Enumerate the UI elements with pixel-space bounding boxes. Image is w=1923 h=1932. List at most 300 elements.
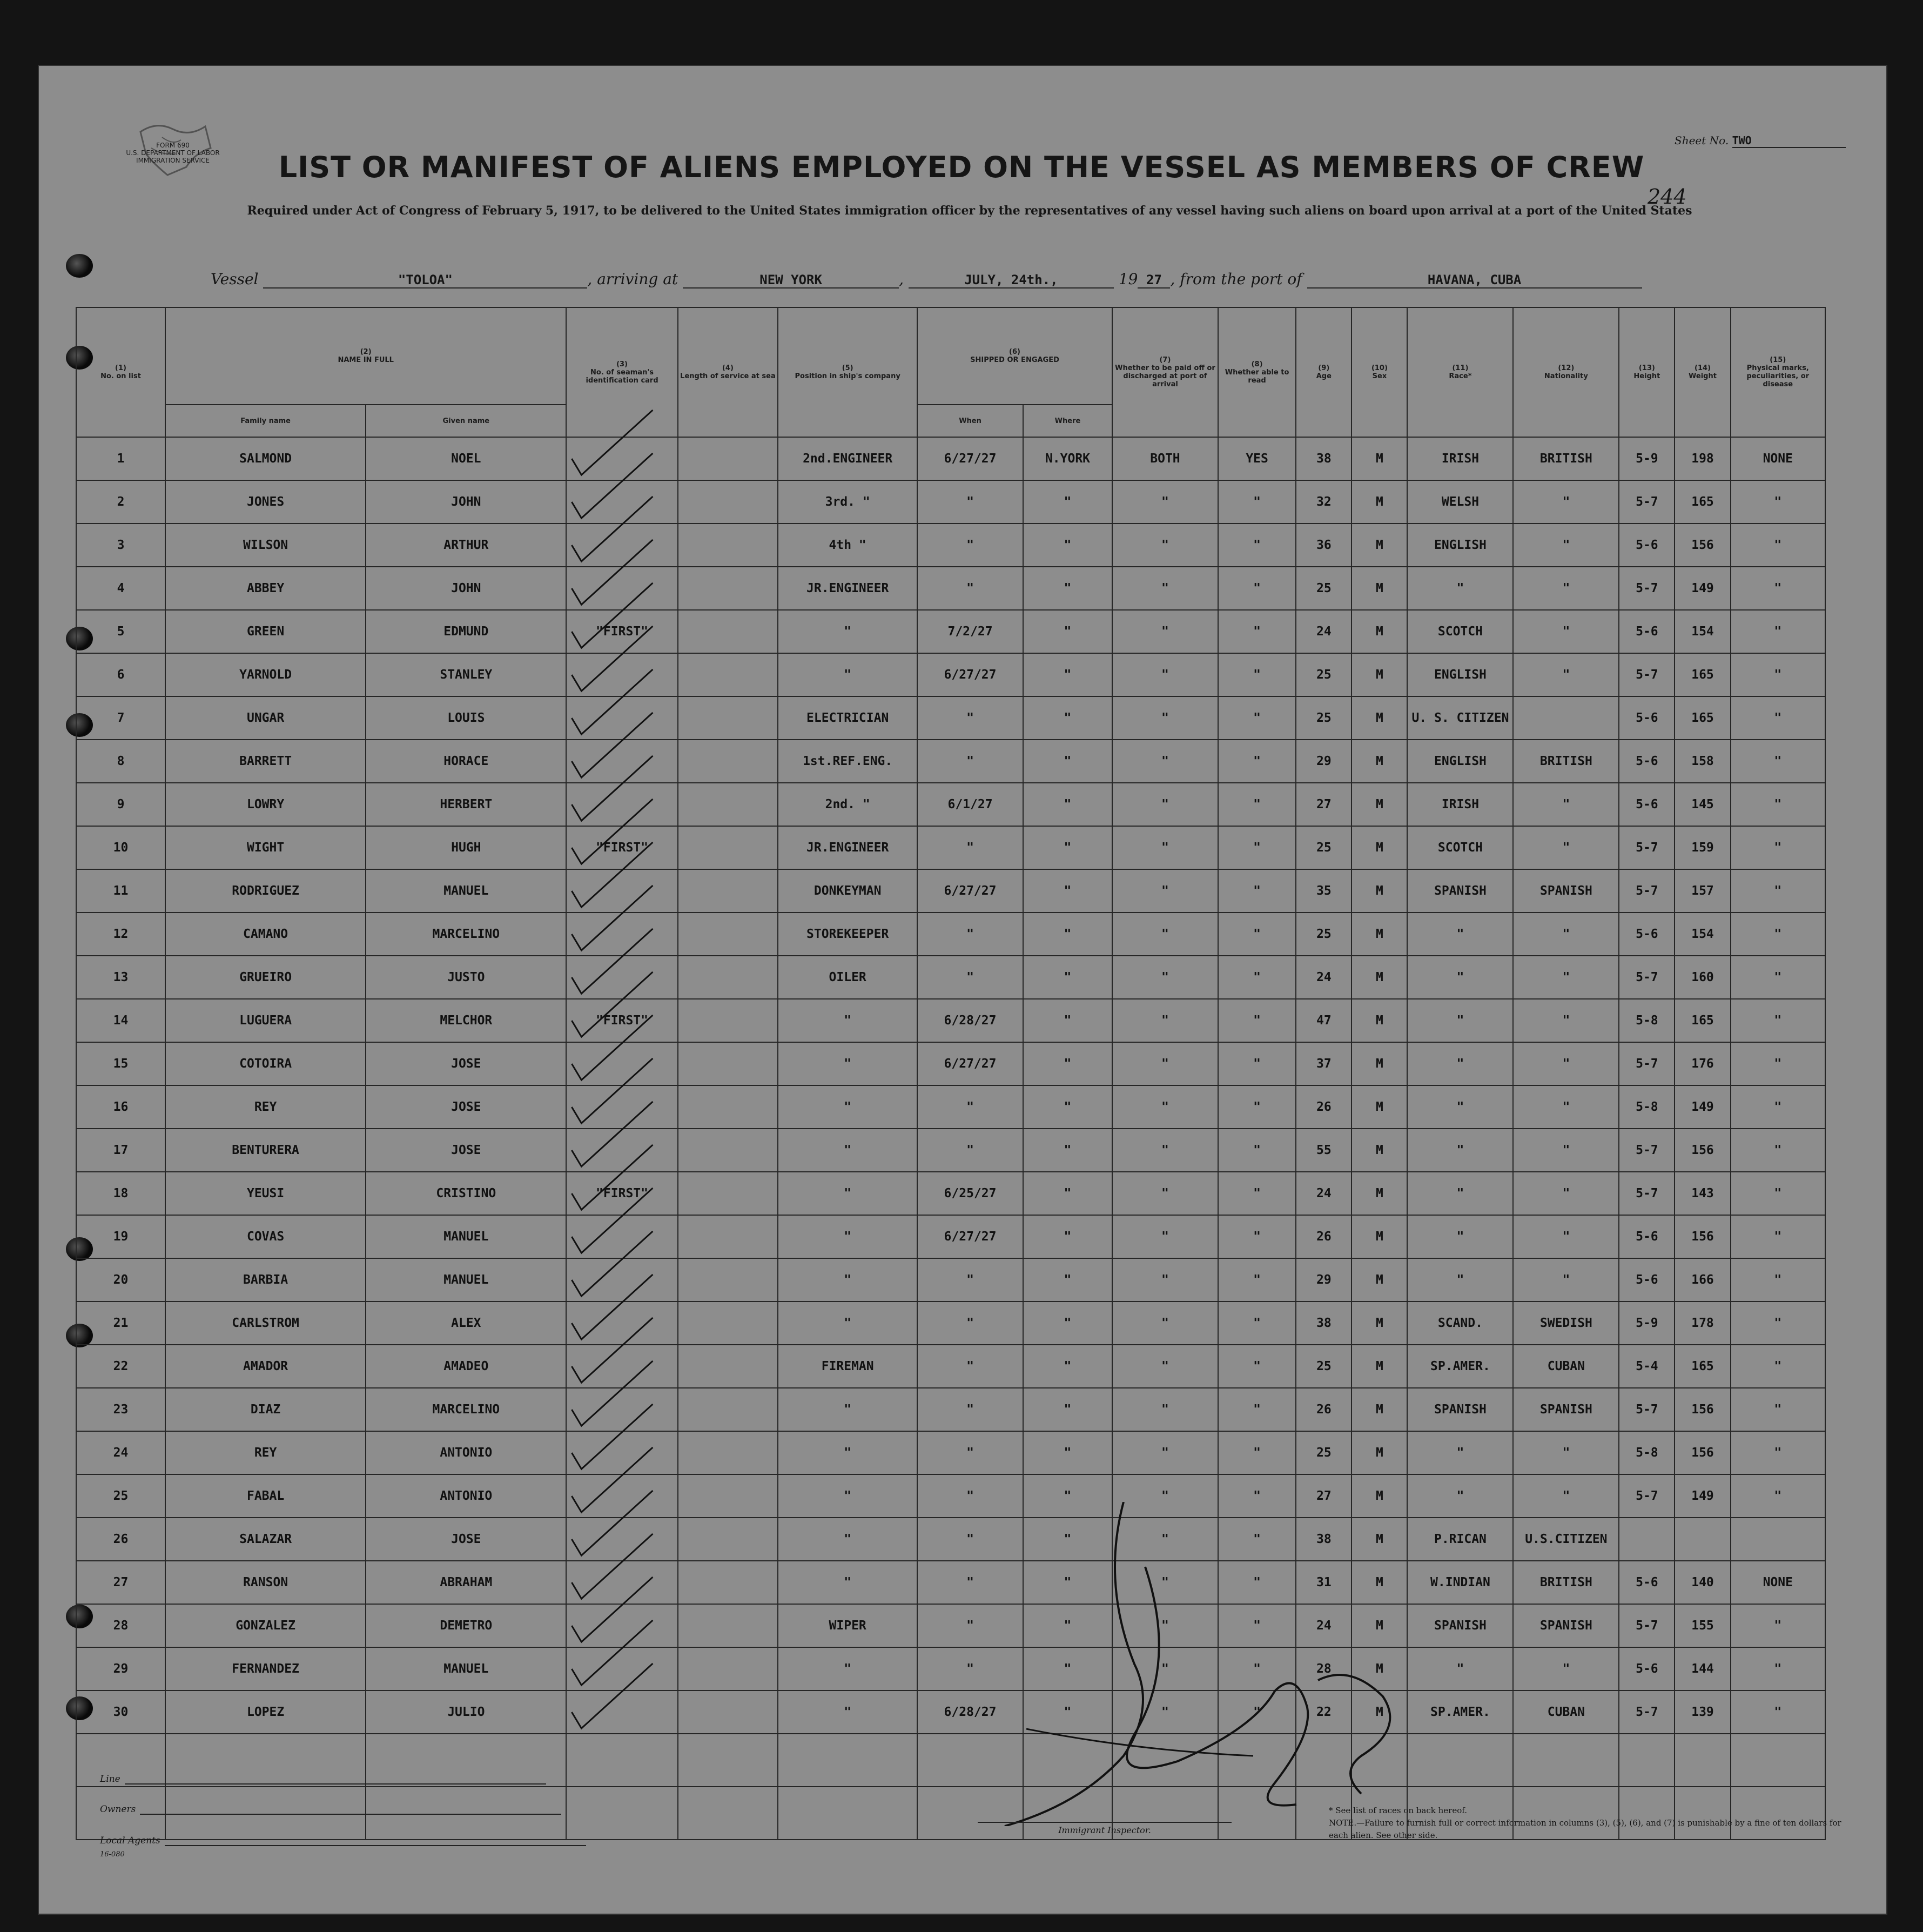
paid-off-cell: " — [1112, 1302, 1218, 1345]
height-cell: 5-7 — [1619, 1604, 1675, 1647]
from-label: , from the port of — [1170, 270, 1302, 288]
given-name-cell: MARCELINO — [366, 913, 566, 956]
sex-cell: M — [1352, 567, 1407, 610]
race-cell: " — [1407, 913, 1513, 956]
nationality-cell: " — [1513, 1085, 1619, 1129]
given-name-cell: JULIO — [366, 1691, 566, 1734]
able-to-read-cell: " — [1218, 1518, 1296, 1561]
race-cell: SP.AMER. — [1407, 1345, 1513, 1388]
col-header-no: (1) No. on list — [76, 307, 165, 437]
nationality-cell: CUBAN — [1513, 1691, 1619, 1734]
paid-off-cell: " — [1112, 696, 1218, 740]
family-name-cell: LOWRY — [165, 783, 366, 826]
paid-off-cell: " — [1112, 999, 1218, 1042]
able-to-read-cell: " — [1218, 1431, 1296, 1474]
race-cell: " — [1407, 1172, 1513, 1215]
position-cell: OILER — [778, 956, 917, 999]
weight-cell: 176 — [1675, 1042, 1730, 1085]
able-to-read-cell: " — [1218, 956, 1296, 999]
shipped-when-cell: 7/2/27 — [917, 610, 1023, 653]
race-cell: " — [1407, 1129, 1513, 1172]
family-name-cell: LUGUERA — [165, 999, 366, 1042]
age-cell: 47 — [1296, 999, 1352, 1042]
row-number-cell: 16 — [76, 1085, 165, 1129]
able-to-read-cell: " — [1218, 567, 1296, 610]
height-cell: 5-6 — [1619, 696, 1675, 740]
able-to-read-cell: " — [1218, 1215, 1296, 1258]
weight-cell: 149 — [1675, 567, 1730, 610]
able-to-read-cell: " — [1218, 524, 1296, 567]
physical-marks-cell: " — [1731, 1302, 1825, 1345]
col-header-where: Where — [1023, 405, 1112, 437]
owners-field: Owners — [100, 1804, 561, 1815]
col-header-sex: (10) Sex — [1352, 307, 1407, 437]
weight-cell: 160 — [1675, 956, 1730, 999]
position-cell: 2nd. " — [778, 783, 917, 826]
given-name-cell: ARTHUR — [366, 524, 566, 567]
given-name-cell: MELCHOR — [366, 999, 566, 1042]
col-header-race: (11) Race* — [1407, 307, 1513, 437]
position-cell: STOREKEEPER — [778, 913, 917, 956]
position-cell: " — [778, 1647, 917, 1691]
shipped-when-cell: 6/27/27 — [917, 437, 1023, 480]
shipped-where-cell: " — [1023, 783, 1112, 826]
row-number-cell: 27 — [76, 1561, 165, 1604]
shipped-where-cell: " — [1023, 826, 1112, 869]
age-cell: 24 — [1296, 610, 1352, 653]
height-cell: 5-7 — [1619, 1691, 1675, 1734]
paid-off-cell: " — [1112, 1518, 1218, 1561]
physical-marks-cell: " — [1731, 869, 1825, 913]
race-cell: " — [1407, 1258, 1513, 1302]
age-cell: 29 — [1296, 740, 1352, 783]
paid-off-cell: " — [1112, 567, 1218, 610]
physical-marks-cell: " — [1731, 1129, 1825, 1172]
race-cell: " — [1407, 1474, 1513, 1518]
given-name-cell: ALEX — [366, 1302, 566, 1345]
shipped-where-cell: " — [1023, 1258, 1112, 1302]
position-cell: " — [778, 1518, 917, 1561]
physical-marks-cell: " — [1731, 1431, 1825, 1474]
family-name-cell: GRUEIRO — [165, 956, 366, 999]
family-name-cell: RODRIGUEZ — [165, 869, 366, 913]
sex-cell: M — [1352, 869, 1407, 913]
height-cell: 5-7 — [1619, 869, 1675, 913]
row-number-cell: 20 — [76, 1258, 165, 1302]
shipped-when-cell: 6/27/27 — [917, 869, 1023, 913]
given-name-cell: STANLEY — [366, 653, 566, 696]
position-cell: JR.ENGINEER — [778, 567, 917, 610]
col-header-shipped: (6) SHIPPED OR ENGAGED — [917, 307, 1112, 405]
row-number-cell: 5 — [76, 610, 165, 653]
race-cell: U. S. CITIZEN — [1407, 696, 1513, 740]
given-name-cell: ANTONIO — [366, 1431, 566, 1474]
sex-cell: M — [1352, 1691, 1407, 1734]
physical-marks-cell: " — [1731, 1345, 1825, 1388]
shipped-when-cell: 6/27/27 — [917, 653, 1023, 696]
physical-marks-cell: " — [1731, 1691, 1825, 1734]
family-name-cell: YARNOLD — [165, 653, 366, 696]
age-cell: 25 — [1296, 913, 1352, 956]
sex-cell: M — [1352, 696, 1407, 740]
weight-cell: 154 — [1675, 913, 1730, 956]
row-number-cell: 22 — [76, 1345, 165, 1388]
paid-off-cell: " — [1112, 1345, 1218, 1388]
paid-off-cell: " — [1112, 1042, 1218, 1085]
able-to-read-cell: " — [1218, 869, 1296, 913]
paid-off-cell: " — [1112, 1388, 1218, 1431]
age-cell: 25 — [1296, 696, 1352, 740]
paid-off-cell: " — [1112, 1647, 1218, 1691]
sex-cell: M — [1352, 1388, 1407, 1431]
paid-off-cell: BOTH — [1112, 437, 1218, 480]
able-to-read-cell: " — [1218, 1647, 1296, 1691]
age-cell: 25 — [1296, 1345, 1352, 1388]
given-name-cell: JOHN — [366, 480, 566, 524]
able-to-read-cell: " — [1218, 1129, 1296, 1172]
physical-marks-cell: " — [1731, 999, 1825, 1042]
age-cell: 36 — [1296, 524, 1352, 567]
given-name-cell: JOHN — [366, 567, 566, 610]
given-name-cell: CRISTINO — [366, 1172, 566, 1215]
nationality-cell: CUBAN — [1513, 1345, 1619, 1388]
family-name-cell: BENTURERA — [165, 1129, 366, 1172]
able-to-read-cell: " — [1218, 1691, 1296, 1734]
sex-cell: M — [1352, 826, 1407, 869]
able-to-read-cell: " — [1218, 480, 1296, 524]
nationality-cell: SPANISH — [1513, 869, 1619, 913]
shipped-where-cell: " — [1023, 913, 1112, 956]
family-name-cell: YEUSI — [165, 1172, 366, 1215]
sex-cell: M — [1352, 1345, 1407, 1388]
age-cell: 31 — [1296, 1561, 1352, 1604]
family-name-cell: UNGAR — [165, 696, 366, 740]
row-number-cell: 28 — [76, 1604, 165, 1647]
position-cell: " — [778, 610, 917, 653]
nationality-cell: " — [1513, 653, 1619, 696]
nationality-cell: " — [1513, 480, 1619, 524]
race-cell: " — [1407, 1042, 1513, 1085]
position-cell: " — [778, 1388, 917, 1431]
given-name-cell: AMADEO — [366, 1345, 566, 1388]
race-footnote: * See list of races on back hereof. — [1329, 1806, 1468, 1815]
shipped-where-cell: " — [1023, 1215, 1112, 1258]
given-name-cell: HUGH — [366, 826, 566, 869]
able-to-read-cell: " — [1218, 1388, 1296, 1431]
row-number-cell: 6 — [76, 653, 165, 696]
shipped-when-cell: 6/27/27 — [917, 1215, 1023, 1258]
height-cell: 5-7 — [1619, 1129, 1675, 1172]
shipped-when-cell: " — [917, 1302, 1023, 1345]
sex-cell: M — [1352, 999, 1407, 1042]
sex-cell: M — [1352, 956, 1407, 999]
id-card-cell: "FIRST" — [566, 610, 677, 653]
physical-marks-cell: " — [1731, 610, 1825, 653]
sex-cell: M — [1352, 1042, 1407, 1085]
able-to-read-cell: " — [1218, 999, 1296, 1042]
nationality-cell: " — [1513, 1129, 1619, 1172]
arrival-port: NEW YORK — [683, 272, 899, 289]
row-number-cell: 3 — [76, 524, 165, 567]
row-number-cell: 12 — [76, 913, 165, 956]
nationality-cell: " — [1513, 1258, 1619, 1302]
physical-marks-cell: NONE — [1731, 437, 1825, 480]
position-cell: " — [778, 1474, 917, 1518]
physical-marks-cell: " — [1731, 783, 1825, 826]
weight-cell: 158 — [1675, 740, 1730, 783]
sex-cell: M — [1352, 1085, 1407, 1129]
form-number: FORM 690 — [156, 142, 190, 149]
vessel-name: "TOLOA" — [263, 272, 587, 289]
race-cell: SCOTCH — [1407, 610, 1513, 653]
shipped-where-cell: " — [1023, 1302, 1112, 1345]
family-name-cell: GONZALEZ — [165, 1604, 366, 1647]
height-cell: 5-7 — [1619, 956, 1675, 999]
service-name: IMMIGRATION SERVICE — [136, 157, 210, 164]
shipped-when-cell: " — [917, 1388, 1023, 1431]
physical-marks-cell: " — [1731, 956, 1825, 999]
physical-marks-cell: " — [1731, 1388, 1825, 1431]
weight-cell: 156 — [1675, 1129, 1730, 1172]
paid-off-cell: " — [1112, 740, 1218, 783]
height-cell: 5-4 — [1619, 1345, 1675, 1388]
paid-off-cell: " — [1112, 1474, 1218, 1518]
paid-off-cell: " — [1112, 1431, 1218, 1474]
col-header-name: (2) NAME IN FULL — [165, 307, 566, 405]
family-name-cell: ABBEY — [165, 567, 366, 610]
row-number-cell: 1 — [76, 437, 165, 480]
sex-cell: M — [1352, 1561, 1407, 1604]
shipped-when-cell: " — [917, 524, 1023, 567]
given-name-cell: JOSE — [366, 1129, 566, 1172]
nationality-cell: " — [1513, 1474, 1619, 1518]
sex-cell: M — [1352, 1604, 1407, 1647]
physical-marks-cell: " — [1731, 1172, 1825, 1215]
shipped-when-cell: " — [917, 567, 1023, 610]
family-name-cell: LOPEZ — [165, 1691, 366, 1734]
sex-cell: M — [1352, 1431, 1407, 1474]
sex-cell: M — [1352, 1302, 1407, 1345]
shipped-when-cell: " — [917, 480, 1023, 524]
nationality-cell: " — [1513, 783, 1619, 826]
weight-cell: 157 — [1675, 869, 1730, 913]
row-number-cell: 14 — [76, 999, 165, 1042]
sex-cell: M — [1352, 740, 1407, 783]
weight-cell: 156 — [1675, 524, 1730, 567]
race-cell: SPANISH — [1407, 869, 1513, 913]
paid-off-cell: " — [1112, 1258, 1218, 1302]
agents-field: Local Agents — [100, 1835, 586, 1846]
family-name-cell: DIAZ — [165, 1388, 366, 1431]
able-to-read-cell: " — [1218, 783, 1296, 826]
height-cell: 5-7 — [1619, 1474, 1675, 1518]
position-cell: " — [778, 1302, 917, 1345]
physical-marks-cell: " — [1731, 1647, 1825, 1691]
position-cell: JR.ENGINEER — [778, 826, 917, 869]
shipped-when-cell: " — [917, 1345, 1023, 1388]
shipped-where-cell: " — [1023, 956, 1112, 999]
family-name-cell: SALMOND — [165, 437, 366, 480]
race-cell: ENGLISH — [1407, 653, 1513, 696]
paid-off-cell: " — [1112, 480, 1218, 524]
family-name-cell: CARLSTROM — [165, 1302, 366, 1345]
row-number-cell: 26 — [76, 1518, 165, 1561]
sex-cell: M — [1352, 1129, 1407, 1172]
given-name-cell: ABRAHAM — [366, 1561, 566, 1604]
height-cell: 5-6 — [1619, 1647, 1675, 1691]
shipped-when-cell: " — [917, 1561, 1023, 1604]
physical-marks-cell: " — [1731, 653, 1825, 696]
position-cell: 3rd. " — [778, 480, 917, 524]
age-cell: 37 — [1296, 1042, 1352, 1085]
weight-cell: 165 — [1675, 480, 1730, 524]
paid-off-cell: " — [1112, 1172, 1218, 1215]
physical-marks-cell: " — [1731, 1085, 1825, 1129]
page-title: LIST OR MANIFEST OF ALIENS EMPLOYED ON THE VESSEL AS MEMBERS OF CREW — [278, 150, 1645, 184]
height-cell: 5-7 — [1619, 1388, 1675, 1431]
height-cell: 5-7 — [1619, 1172, 1675, 1215]
paid-off-cell: " — [1112, 1604, 1218, 1647]
family-name-cell: WILSON — [165, 524, 366, 567]
shipped-where-cell: " — [1023, 740, 1112, 783]
sex-cell: M — [1352, 437, 1407, 480]
nationality-cell: " — [1513, 826, 1619, 869]
height-cell: 5-7 — [1619, 826, 1675, 869]
able-to-read-cell: YES — [1218, 437, 1296, 480]
row-number-cell: 9 — [76, 783, 165, 826]
col-header-given-name: Given name — [366, 405, 566, 437]
age-cell: 24 — [1296, 1172, 1352, 1215]
age-cell: 25 — [1296, 653, 1352, 696]
paid-off-cell: " — [1112, 869, 1218, 913]
sex-cell: M — [1352, 1258, 1407, 1302]
nationality-cell: " — [1513, 1172, 1619, 1215]
shipped-when-cell: " — [917, 1604, 1023, 1647]
col-header-position: (5) Position in ship's company — [778, 307, 917, 437]
given-name-cell: JOSE — [366, 1085, 566, 1129]
penalty-note: NOTE.—Failure to furnish full or correct information in columns (3), (5), (6), and (7) is punishable by a fine of ten dollars for each alien. See other side. — [1329, 1818, 1841, 1840]
height-cell: 5-6 — [1619, 740, 1675, 783]
nationality-cell: " — [1513, 567, 1619, 610]
weight-cell: 149 — [1675, 1085, 1730, 1129]
paid-off-cell: " — [1112, 1691, 1218, 1734]
race-cell: " — [1407, 999, 1513, 1042]
shipped-where-cell: " — [1023, 869, 1112, 913]
position-cell: DONKEYMAN — [778, 869, 917, 913]
race-cell: P.RICAN — [1407, 1518, 1513, 1561]
shipped-where-cell: " — [1023, 999, 1112, 1042]
able-to-read-cell: " — [1218, 1042, 1296, 1085]
nationality-cell: " — [1513, 1215, 1619, 1258]
shipped-when-cell: " — [917, 740, 1023, 783]
sex-cell: M — [1352, 524, 1407, 567]
race-cell: IRISH — [1407, 437, 1513, 480]
given-name-cell: MANUEL — [366, 1215, 566, 1258]
position-cell: " — [778, 1129, 917, 1172]
row-number-cell: 29 — [76, 1647, 165, 1691]
race-cell: SCOTCH — [1407, 826, 1513, 869]
id-card-cell: "FIRST" — [566, 999, 677, 1042]
age-cell: 29 — [1296, 1258, 1352, 1302]
shipped-where-cell: " — [1023, 1129, 1112, 1172]
weight-cell: 143 — [1675, 1172, 1730, 1215]
able-to-read-cell: " — [1218, 1258, 1296, 1302]
shipped-where-cell: " — [1023, 1604, 1112, 1647]
inspector-signature — [972, 1502, 1458, 1826]
family-name-cell: COTOIRA — [165, 1042, 366, 1085]
line-field: Line — [100, 1774, 546, 1785]
nationality-cell: BRITISH — [1513, 1561, 1619, 1604]
col-header-when: When — [917, 405, 1023, 437]
col-header-id-card: (3) No. of seaman's identification card — [566, 307, 677, 437]
given-name-cell: MANUEL — [366, 1258, 566, 1302]
paid-off-cell: " — [1112, 783, 1218, 826]
position-cell: " — [778, 1258, 917, 1302]
family-name-cell: FERNANDEZ — [165, 1647, 366, 1691]
given-name-cell: JOSE — [366, 1042, 566, 1085]
col-header-nationality: (12) Nationality — [1513, 307, 1619, 437]
shipped-when-cell: " — [917, 1647, 1023, 1691]
row-number-cell: 13 — [76, 956, 165, 999]
able-to-read-cell: " — [1218, 1474, 1296, 1518]
row-number-cell: 21 — [76, 1302, 165, 1345]
paid-off-cell: " — [1112, 826, 1218, 869]
height-cell: 5-6 — [1619, 913, 1675, 956]
nationality-cell: " — [1513, 1431, 1619, 1474]
shipped-when-cell: " — [917, 1518, 1023, 1561]
weight-cell: 156 — [1675, 1431, 1730, 1474]
shipped-when-cell: 6/28/27 — [917, 1691, 1023, 1734]
weight-cell: 156 — [1675, 1388, 1730, 1431]
age-cell: 55 — [1296, 1129, 1352, 1172]
physical-marks-cell: " — [1731, 1258, 1825, 1302]
able-to-read-cell: " — [1218, 610, 1296, 653]
age-cell: 22 — [1296, 1691, 1352, 1734]
height-cell: 5-8 — [1619, 1431, 1675, 1474]
family-name-cell: REY — [165, 1431, 366, 1474]
able-to-read-cell: " — [1218, 653, 1296, 696]
row-number-cell: 2 — [76, 480, 165, 524]
nationality-cell: U.S.CITIZEN — [1513, 1518, 1619, 1561]
shipped-when-cell: 6/28/27 — [917, 999, 1023, 1042]
height-cell: 5-6 — [1619, 524, 1675, 567]
physical-marks-cell: " — [1731, 480, 1825, 524]
able-to-read-cell: " — [1218, 740, 1296, 783]
paid-off-cell: " — [1112, 1561, 1218, 1604]
row-number-cell: 25 — [76, 1474, 165, 1518]
weight-cell: 165 — [1675, 1345, 1730, 1388]
position-cell: " — [778, 1431, 917, 1474]
nationality-cell: " — [1513, 1042, 1619, 1085]
weight-cell: 198 — [1675, 437, 1730, 480]
race-cell: " — [1407, 1431, 1513, 1474]
position-cell: " — [778, 1172, 917, 1215]
shipped-when-cell: " — [917, 913, 1023, 956]
given-name-cell: JOSE — [366, 1518, 566, 1561]
nationality-cell: BRITISH — [1513, 437, 1619, 480]
sex-cell: M — [1352, 1647, 1407, 1691]
position-cell: " — [778, 653, 917, 696]
col-header-length-service: (4) Length of service at sea — [678, 307, 778, 437]
shipped-where-cell: " — [1023, 1561, 1112, 1604]
nationality-cell: BRITISH — [1513, 740, 1619, 783]
departure-port: HAVANA, CUBA — [1307, 272, 1642, 289]
age-cell: 32 — [1296, 480, 1352, 524]
shipped-where-cell: " — [1023, 610, 1112, 653]
form-code: 16-080 — [100, 1850, 125, 1859]
height-cell: 5-9 — [1619, 1302, 1675, 1345]
shipped-when-cell: " — [917, 1129, 1023, 1172]
